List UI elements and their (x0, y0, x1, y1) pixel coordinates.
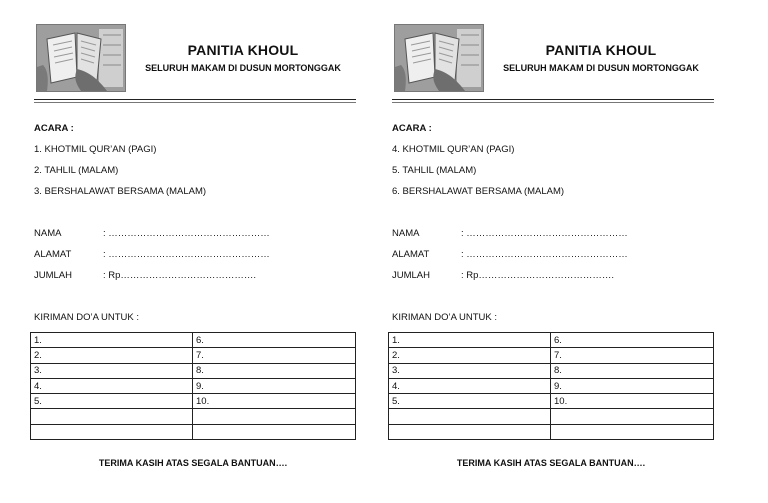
table-cell: 2. (31, 348, 193, 363)
doa-names-table (30, 332, 356, 440)
table-cell: 7. (551, 348, 714, 363)
table-cell (193, 424, 356, 439)
table-cell: 5. (31, 394, 193, 409)
table-cell: 6. (551, 333, 714, 348)
table-row (389, 333, 714, 348)
table-cell: 10. (193, 394, 356, 409)
table-cell: 4. (31, 378, 193, 393)
thank-you-footer: TERIMA KASIH ATAS SEGALA BANTUAN…. (456, 458, 646, 468)
table-cell (31, 409, 193, 424)
form-field-blank: : …………………………………………… (103, 249, 270, 260)
acara-item: 4. KHOTMIL QUR’AN (PAGI) (392, 144, 515, 155)
form-field-label: ALAMAT (392, 249, 430, 260)
table-row (31, 363, 356, 378)
acara-heading: ACARA : (392, 123, 432, 134)
table-cell: 3. (389, 363, 551, 378)
receipt-card-right (388, 0, 718, 503)
form-field-label: NAMA (392, 228, 420, 239)
table-cell: 6. (193, 333, 356, 348)
acara-item: 2. TAHLIL (MALAM) (34, 165, 119, 176)
table-cell: 1. (31, 333, 193, 348)
committee-subtitle: SELURUH MAKAM DI DUSUN MORTONGGAK (145, 63, 341, 73)
acara-heading: ACARA : (34, 123, 74, 134)
quran-book-image (394, 24, 484, 92)
table-cell: 3. (31, 363, 193, 378)
table-row (31, 394, 356, 409)
committee-title: PANITIA KHOUL (545, 42, 657, 58)
form-field-label: NAMA (34, 228, 62, 239)
committee-subtitle: SELURUH MAKAM DI DUSUN MORTONGGAK (503, 63, 699, 73)
table-cell (551, 409, 714, 424)
table-cell: 9. (551, 378, 714, 393)
table-row (389, 378, 714, 393)
form-field-blank: : Rp……………………………………. (461, 270, 615, 281)
table-row (31, 409, 356, 424)
table-cell: 7. (193, 348, 356, 363)
acara-item: 3. BERSHALAWAT BERSAMA (MALAM) (34, 186, 207, 197)
header-divider (34, 99, 356, 100)
table-cell: 1. (389, 333, 551, 348)
acara-item: 1. KHOTMIL QUR’AN (PAGI) (34, 144, 157, 155)
doa-names-table (388, 332, 714, 440)
form-field-blank: : …………………………………………… (103, 228, 270, 239)
header-divider-thin (392, 102, 714, 103)
table-row (389, 394, 714, 409)
table-row (31, 333, 356, 348)
table-cell (193, 409, 356, 424)
table-cell: 9. (193, 378, 356, 393)
form-field-label: JUMLAH (34, 270, 73, 281)
form-field-blank: : …………………………………………… (461, 228, 628, 239)
table-row (389, 348, 714, 363)
acara-item: 5. TAHLIL (MALAM) (392, 165, 477, 176)
header-divider-thin (34, 102, 356, 103)
quran-book-image (36, 24, 126, 92)
form-field-label: JUMLAH (392, 270, 431, 281)
table-row (31, 378, 356, 393)
table-cell (31, 424, 193, 439)
kiriman-heading: KIRIMAN DO’A UNTUK : (34, 312, 140, 323)
table-row (31, 348, 356, 363)
table-cell: 4. (389, 378, 551, 393)
committee-title: PANITIA KHOUL (187, 42, 299, 58)
acara-item: 6. BERSHALAWAT BERSAMA (MALAM) (392, 186, 565, 197)
table-cell: 2. (389, 348, 551, 363)
receipt-card-left (30, 0, 360, 503)
table-row (31, 424, 356, 439)
thank-you-footer: TERIMA KASIH ATAS SEGALA BANTUAN…. (98, 458, 288, 468)
form-field-label: ALAMAT (34, 249, 72, 260)
table-cell (389, 409, 551, 424)
table-cell: 8. (193, 363, 356, 378)
table-row (389, 363, 714, 378)
form-field-blank: : …………………………………………… (461, 249, 628, 260)
table-cell: 5. (389, 394, 551, 409)
table-cell: 10. (551, 394, 714, 409)
form-field-blank: : Rp……………………………………. (103, 270, 257, 281)
table-row (389, 424, 714, 439)
kiriman-heading: KIRIMAN DO’A UNTUK : (392, 312, 498, 323)
table-cell (551, 424, 714, 439)
table-row (389, 409, 714, 424)
table-cell (389, 424, 551, 439)
table-cell: 8. (551, 363, 714, 378)
header-divider (392, 99, 714, 100)
